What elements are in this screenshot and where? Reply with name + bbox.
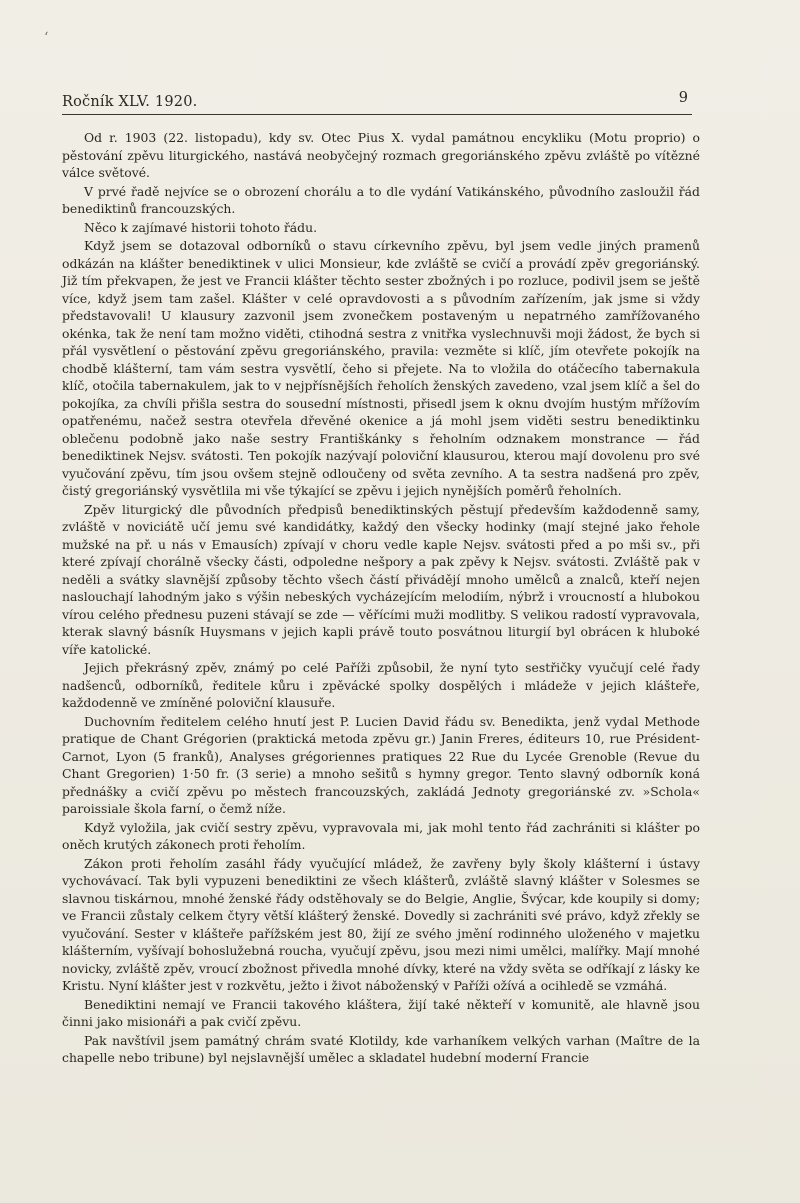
paragraph: Benediktini nemají ve Francii takového kláštera, žijí také někteří v komunitě, ale hlavně jsou činni jako misionáři a pak cvičí zpěvu. [62,996,700,1029]
paragraph: V prvé řadě nejvíce se o obrození chorálu a to dle vydání Vatikánského, původního zasloužil řád benediktinů francouzských. [62,183,700,216]
paragraph: Zákon proti řeholím zasáhl řády vyučující mládež, že zavřeny byly školy klášterní i ústavy vychovávací. Tak byli vypuzeni benediktini ze všech klášterů, zvláště slavný klášter v Solesmes se slavnou tiskárnou, mnohé ženské řády odstěhovaly se do Belgie, Anglie, Švýcar, kde koupily si domy; ve Francii zůstaly celkem čtyry větší klášterý ženské. Dovedly si zachrániti své právo, když zřekly se vyučování. Sester v klášteře pařížském jest 80, žijí ze svého jmění rodinného uloženého v majetku klášterním, vyšívají bohoslužebná roucha, vyučují zpěvu, jsou mezi nimi umělci, malířky. Mají mnohé novicky, zvláště zpěv, vroucí zbožnost přivedla mnohé dívky, které na vždy světa se odříkají z lásky ke Kristu. Nyní klášter jest v rozkvětu, ježto i život náboženský v Paříži ožívá a ocihledě se vzmáhá. [62,855,700,993]
paragraph: Od r. 1903 (22. listopadu), kdy sv. Otec Pius X. vydal památnou encykliku (Motu proprio) o pěstování zpěvu liturgického, nastává neobyčejný rozmach gregoriánského zpěvu zvláště po vítězné válce světové. [62,130,700,180]
journal-volume-title: Ročník XLV. 1920. [62,94,198,110]
paragraph: Když jsem se dotazoval odborníků o stavu církevního zpěvu, byl jsem vedle jiných pramenů odkázán na klášter benediktinek v ulici Monsieur, kde zvláště se cvičí a provádí zpěv gregoriánský. Již tím překvapen, že jest ve Francii klášter těchto sester zbožných i po rozluce, podivil jsem se ještě více, když jsem tam zašel. Klášter v celé opravdovosti a s původním zařízením, jak jsme si vždy představovali! U klausury zazvonil jsem zvonečkem postaveným u nepatrného zamřížovaného okénka, tak že není tam možno viděti, ctihodná sestra z vnitřka vyslechnuvši moji žádost, že bych si přál vysvětlení o pěstování zpěvu gregoriánského, pravila: vezměte si klíč, jím otevřete pokojík na chodbě klášterní, tam vám sestra vysvětlí, čeho si přejete. Na to vložila do otáčecího tabernakula klíč, otočila tabernakulem, jak to v nejpřísnějších řeholích ženských zavedeno, vzal jsem klíč a šel do pokojíka, za chvíli přišla sestra do sousední místnosti, přisedl jsem k oknu dvojím hustým mřížovím opatřenému, načež sestra otevřela dřevěné okenice a já mohl jsem viděti sestru benediktinku oblečenu podobně jako naše sestry Františkánky s řeholním odznakem monstrance — řád benediktinek Nejsv. svátosti. Ten pokojík nazývají poloviční klausurou, kterou mají dovolenu pro své vyučování zpěvu, tím jsou ovšem stejně odloučeny od světa zevního. A ta sestra nadšená pro zpěv, čistý gregoriánský vysvětlila mi vše týkající se zpěvu i jejich nynějších poměrů řeholních. [62,238,700,498]
paragraph: Zpěv liturgický dle původních předpisů benediktinských pěstují především každodenně samy, zvláště v noviciátě učí jemu své kandidátky, každý den všecky hodinky (mají stejné jako řehole mužské na př. u nás v Emausích) zpívají v choru vedle kaple Nejsv. svátosti před a po mši sv., při které zpívají chorálně všecky části, odpoledne nešpory a pak zpěvy k Nejsv. svátosti. Zvláště pak v neděli a svátky slavnější způsoby těchto všech částí přivádějí mnoho umělců a znalců, kteří nejen naslouchají lahodným jako s výšin nebeských vycházejícím melodiím, nýbrž i vroucností a hlubokou vírou celého přednesu puzeni stávají se zde — věřícími muži modlitby. S velikou radostí vypravovala, kterak slavný básník Huysmans v jejich kapli právě touto posvátnou liturgií byl obrácen k hluboké víře katolické. [62,501,700,657]
page-number: 9 [678,90,688,106]
pencil-mark: ‘ [44,30,49,46]
running-header [62,92,692,115]
paragraph: Jejich překrásný zpěv, známý po celé Paříži způsobil, že nyní tyto sestřičky vyučují celé řady nadšenců, odborníků, ředitele kůru i zpěvácké spolky dospělých i mládeže v jejich klášteře, každodenně ve zmíněné poloviční klausuře. [62,660,700,710]
paragraph: Pak navštívil jsem památný chrám svaté Klotildy, kde varhaníkem velkých varhan (Maître de la chapelle nebo tribune) byl nejslavnější umělec a skladatel hudební moderní Francie [62,1032,700,1065]
paragraph: Když vyložila, jak cvičí sestry zpěvu, vypravovala mi, jak mohl tento řád zachrániti si klášter po oněch krutých zákonech proti řeholím. [62,819,700,852]
article-body [62,129,700,1067]
paragraph: Něco k zajímavé historii tohoto řádu. [84,219,318,235]
paragraph: Duchovním ředitelem celého hnutí jest P. Lucien David řádu sv. Benedikta, jenž vydal Methode pratique de Chant Grégorien (praktická metoda zpěvu gr.) Janin Freres, éditeurs 10, rue Président-Carnot, Lyon (5 franků), Analyses grégoriennes pratiques 22 Rue du Lycée Grenoble (Revue du Chant Gregorien) 1·50 fr. (3 serie) a mnoho sešitů s hymny gregor. Tento slavný odborník koná přednášky a cvičí zpěvu po městech francouzských, zakládá Jednoty gregoriánské zv. »Schola« paroissiale škola farní, o čemž níže. [62,713,700,816]
